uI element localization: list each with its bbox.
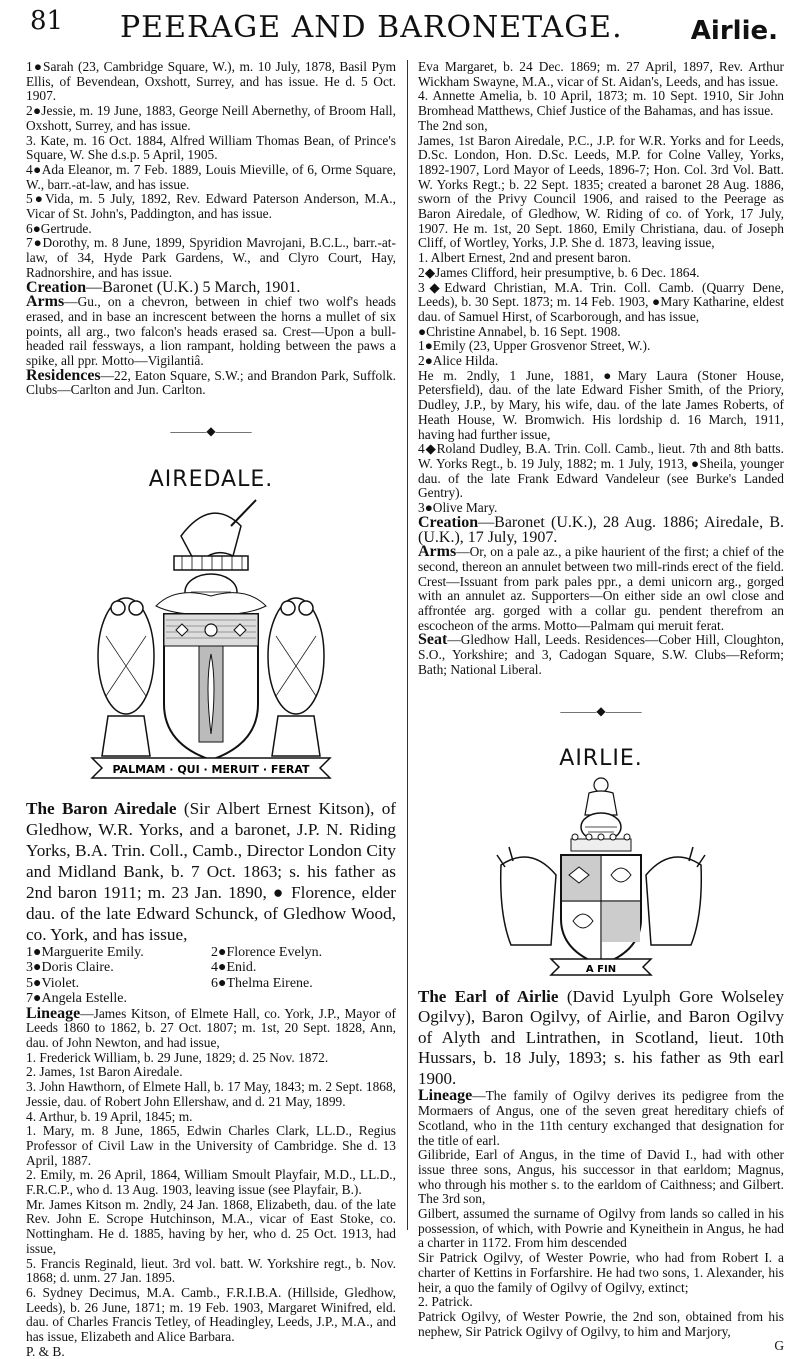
child: 3●Doris Claire. xyxy=(26,960,114,976)
entry: Eva Margaret, b. 24 Dec. 1869; m. 27 April, 1897, Rev. Arthur Wickham Swayne, M.A., vicar of St. Aidan's, Leeds, and has issue. xyxy=(418,59,784,89)
lineage-line: Lineage—The family of Ogilvy derives its pedigree from the Mormaers of Angus, one of the seven great hereditary chiefs of Scotland, who in the 11th century exchanged that designation for the title of earl. xyxy=(418,1087,784,1148)
lineage-entry: 5. Francis Reginald, lieut. 3rd vol. batt. W. Yorkshire regt., b. Nov. 1868; d. unm. 27 Jan. 1895. xyxy=(26,1255,396,1286)
creation-line: Creation—Baronet (U.K.) 5 March, 1901. xyxy=(26,278,301,296)
lineage-entry: 1. Frederick William, b. 29 June, 1829; d. 25 Nov. 1872. xyxy=(26,1049,329,1065)
entry: 2●Jessie, m. 19 June, 1883, George Neill Abernethy, of Broom Hall, Oxshott, Surrey, and has issue. xyxy=(26,103,396,133)
separator: ———◆——— xyxy=(560,703,642,718)
entry: 3●Olive Mary. xyxy=(418,500,498,516)
left-column xyxy=(26,60,396,1359)
entry: 4. Annette Amelia, b. 10 April, 1873; m. 10 Sept. 1910, Sir John Bromhead Matthews, Chief Justice of the Bahamas, and has issue. xyxy=(418,88,784,119)
entry: 1●Sarah (23, Cambridge Square, W.), m. 10 July, 1878, Basil Pym Ellis, of Bevendean, Oxshott, Surrey, and has issue. He d. 5 Oct. 1907. xyxy=(26,59,396,104)
entry: 5●Vida, m. 5 July, 1892, Rev. Edward Paterson Anderson, M.A., Vicar of St. John's, Paddington, and has issue. xyxy=(26,191,396,222)
arms-label: Arms xyxy=(418,543,457,561)
entry: 4◆Roland Dudley, B.A. Trin. Coll. Camb., lieut. 7th and 8th batts. W. Yorks Regt., b. 19 July, 1882; m. 1 July, 1913, ●Sheila, younger dau. of the late Frank Edward Vandeleur (see Burke's Landed Gentry). xyxy=(418,441,784,501)
lineage-label: Lineage xyxy=(26,1004,81,1022)
entry: James, 1st Baron Airedale, P.C., J.P. for W.R. Yorks and for Leeds, D.Sc. London, Hon. D.Sc. Leeds, M.P. for Colne Valley, Yorks, 1892-1907, Lord Mayor of Leeds, 1896-7; Hon. Col. 3rd Vol. Batt. W. Yorks Regt.; b. 22 Sept. 1835; created a baronet 28 Aug. 1886, sworn of the Privy Council 1906, and raised to the Peerage as Baron Airedale, of Gledhow, W. Riding of co. of York, 17 July, 1907. He m. 1st, 20 Sept. 1860, Emily Christiana, dau. of Joseph Cliff, of Wortley, Yorks, J.P. She d. 1873, leaving issue, xyxy=(418,132,784,251)
lineage-entry: 2. James, 1st Baron Airedale. xyxy=(26,1064,183,1080)
lineage-entry: Mr. James Kitson m. 2ndly, 24 Jan. 1868, Elizabeth, dau. of the late Rev. John E. Scrope Hutchinson, M.A., vicar of East Stoke, co. Nottingham. He d. 1885, having by her, who d. 25 Oct. 1913, had issue, xyxy=(26,1196,396,1256)
airedale-title: The Baron Airedale xyxy=(26,798,177,818)
entry: 7●Dorothy, m. 8 June, 1899, Spyridion Mavrojani, B.C.L., barr.-at-law, of 34, Hyde Park Gardens, W., and Clyro Court, Hay, Radnorshire, and has issue. xyxy=(26,235,396,280)
lineage-label: Lineage xyxy=(418,1087,473,1105)
arms-label: Arms xyxy=(26,293,65,311)
entry: He m. 2ndly, 1 June, 1881, ●Mary Laura (Stoner House, Petersfield), dau. of the late Edward Fisher Smith, of the Priory, Dudley, J.P., by Mary, his wife, dau. of the late James Roberts, of Heath House, W. Bromwich. His lordship d. 16 March, 1911, having had further issue, xyxy=(418,367,784,442)
footer-signature: P. & B. xyxy=(26,1343,65,1359)
running-title: PEERAGE AND BARONETAGE. xyxy=(120,10,623,45)
airedale-intro: The Baron Airedale (Sir Albert Ernest Kitson), of Gledhow, W.R. Yorks, and a baronet, J.P. N. Riding Yorks, B.A. Trin. Coll., Camb., Director London City and Midland Bank, b. 7 Oct. 1863; s. his father as 2nd baron 1911; m. 23 Jan. 1890, ● Florence, elder dau. of the late Edward Schunck, of Gledhow Wood, co. York, and has issue, xyxy=(26,798,397,944)
lineage-entry: 4. Arthur, b. 19 April, 1845; m. xyxy=(26,1108,193,1124)
lineage-line: Lineage—James Kitson, of Elmete Hall, co. York, J.P., Mayor of Leeds 1860 to 1862, b. 27 Oct. 1807; m. 1st, 20 Sept. 1828, Ann, dau. of John Newton, and had issue, xyxy=(26,1004,396,1050)
child: 1●Marguerite Emily. xyxy=(26,944,144,960)
seat-label: Seat xyxy=(418,631,448,649)
airlie-intro: The Earl of Airlie (David Lyulph Gore Wolseley Ogilvy), Baron Ogilvy, of Airlie, and Baron Ogilvy of Alyth and Lintrathen, in Scotland, lieut. 10th Hussars, b. 18 July, 1893; s. his father as 9th earl 1900. xyxy=(418,986,784,1088)
child: 5●Violet. xyxy=(26,975,80,991)
separator: ———◆——— xyxy=(170,424,252,439)
seat-line: Seat—Gledhow Hall, Leeds. Residences—Cober Hill, Cloughton, S.O., Yorkshire; and 3, Cadogan Square, S.W. Clubs—Reform; Bath; National Liberal. xyxy=(418,631,784,677)
creation-label: Creation xyxy=(26,278,87,296)
children-list xyxy=(26,945,396,1007)
section-title-airlie: AIRLIE. xyxy=(559,746,643,772)
right-column xyxy=(418,60,784,1354)
section-name: Airlie. xyxy=(690,16,778,46)
lineage-entry: Gilibride, Earl of Angus, in the time of David I., had with other issue three sons, Angus, his successor in that earldom; Magnus, who through his mother s. to the earldom of Caithness; and Gilbert. The 3rd son, xyxy=(418,1147,784,1207)
residences-label: Residences xyxy=(26,366,101,384)
page-header xyxy=(0,0,800,64)
entry: ●Christine Annabel, b. 16 Sept. 1908. xyxy=(418,323,621,339)
entry: 1●Emily (23, Upper Grosvenor Street, W.). xyxy=(418,338,651,354)
arms-line: Arms—Or, on a pale az., a pike haurient of the first; a chief of the second, thereon an annulet between two mill-rinds erect of the field. Crest—Issuant from park pales ppr., a demi unicorn arg., gorged with an annulet az. Supporters—On either side an owl close and affrontée arg. gorged with a collar gu. pendent therefrom an escocheon of the arms. Motto—Palmam qui meruit ferat. xyxy=(418,543,784,633)
lineage-entry: Gilbert, assumed the surname of Ogilvy from lands so called in his possession, of which, with Powrie and Kyneithein in Angus, he had a charter in 1172. From him descended xyxy=(418,1206,784,1251)
entry: 2●Alice Hilda. xyxy=(418,353,499,369)
footer-signature: G xyxy=(774,1338,784,1354)
lineage-entry: Sir Patrick Ogilvy, of Wester Powrie, who had from Robert I. a charter of Kettins in Forfarshire. He had two sons, 1. Alexander, his heir, a quo the family of Ogilvy of Ogilvy, extinct; xyxy=(418,1250,784,1295)
lineage-entry: Patrick Ogilvy, of Wester Powrie, the 2nd son, obtained from his nephew, Sir Patrick Ogilvy of Ogilvy, to him and Marjory, xyxy=(418,1308,784,1339)
child: 6●Thelma Eirene. xyxy=(211,975,313,991)
column-divider xyxy=(407,60,408,1230)
child: 2●Florence Evelyn. xyxy=(211,944,323,960)
entry: 3. Kate, m. 16 Oct. 1884, Alfred William Thomas Bean, of Prince's Square, W. She d.s.p. 5 April, 1905. xyxy=(26,132,396,163)
creation-line: Creation—Baronet (U.K.), 28 Aug. 1886; Airedale, B. (U.K.), 17 July, 1907. xyxy=(418,513,784,546)
arms-line: Arms—Gu., on a chevron, between in chief two wolf's heads erased, and in base an increscent between the horns a mullet of six points, all arg., two falcon's heads erased sa. Crest—Upon a bull-headed rail fessways, a lion rampant, holding between the paws a spike, all ppr. Motto—Vigilantiâ. xyxy=(26,293,396,369)
motto-scroll-text: PALMAM · QUI · MERUIT · FERAT xyxy=(112,762,310,776)
lineage-entry: 2. Patrick. xyxy=(418,1294,473,1310)
motto-scroll-text: A FIN xyxy=(585,963,617,975)
page-number: 81 xyxy=(30,6,64,36)
entry: The 2nd son, xyxy=(418,117,488,133)
entry: 2◆James Clifford, heir presumptive, b. 6 Dec. 1864. xyxy=(418,264,700,280)
lineage-entry: 3. John Hawthorn, of Elmete Hall, b. 17 May, 1843; m. 2 Sept. 1868, Jessie, dau. of Robert John Ellershaw, and d. 21 May, 1899. xyxy=(26,1079,396,1109)
entry: 4●Ada Eleanor, m. 7 Feb. 1889, Louis Mieville, of 6, Orme Square, W., barr.-at-law, and has issue. xyxy=(26,161,396,192)
entry: 6●Gertrude. xyxy=(26,220,92,236)
section-title-airedale: AIREDALE. xyxy=(148,466,274,492)
lineage-entry: 2. Emily, m. 26 April, 1864, William Smoult Playfair, M.D., LL.D., F.R.C.P., who d. 13 Aug. 1903, leaving issue (see Playfair, B.). xyxy=(26,1167,396,1198)
child: 7●Angela Estelle. xyxy=(26,991,127,1007)
entry: 1. Albert Ernest, 2nd and present baron. xyxy=(418,250,632,266)
coat-of-arms-airedale xyxy=(86,496,336,794)
airlie-title: The Earl of Airlie xyxy=(418,986,559,1006)
creation-label: Creation xyxy=(418,513,479,531)
lineage-entry: 6. Sydney Decimus, M.A. Camb., F.R.I.B.A. (Hillside, Gledhow, Leeds), b. 26 June, 1871; m. 19 Feb. 1903, Margaret Winifred, eld. dau. of Charles Francis Tetley, of Headingley, Leeds, J.P., M.A., and has issue, Elizabeth and Alice Barbara. xyxy=(26,1284,396,1345)
residences-line: Residences—22, Eaton Square, S.W.; and Brandon Park, Suffolk. Clubs—Carlton and Jun. Carlton. xyxy=(26,366,396,398)
child: 4●Enid. xyxy=(211,960,257,976)
coat-of-arms-airlie xyxy=(491,775,711,985)
lineage-entry: 1. Mary, m. 8 June, 1865, Edwin Charles Clark, LL.D., Regius Professor of Civil Law in the University of Cambridge. She d. 13 April, 1887. xyxy=(26,1123,396,1168)
entry: 3◆Edward Christian, M.A. Trin. Coll. Camb. (Quarry Dene, Leeds), b. 30 Sept. 1873; m. 14 Feb. 1903, ●Mary Katharine, eldest dau. of Samuel Hirst, of Scarborough, and has issue, xyxy=(418,279,784,324)
